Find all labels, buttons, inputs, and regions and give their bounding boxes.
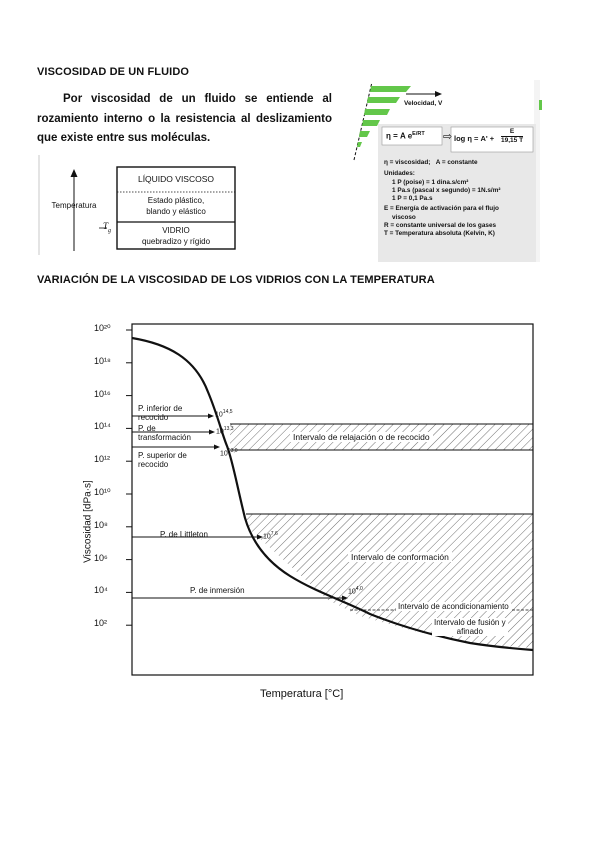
point-label-immersion: P. de inmersión: [190, 586, 245, 595]
y-tick-label: 10⁴: [94, 585, 108, 596]
unit-pascal: 1 Pa.s (pascal x segundo) = 1N.s/m²: [392, 186, 501, 194]
y-tick-label: 10²: [94, 618, 108, 629]
viscosity-formula-figure: [344, 80, 544, 262]
value-immersion: 10$^{4,0}$: [348, 586, 363, 596]
point-label-littleton: P. de Littleton: [160, 530, 208, 539]
units-legend: [384, 159, 534, 239]
velocity-label: Velocidad, V: [404, 100, 443, 107]
formula-log: log η = A' +: [454, 134, 495, 143]
value-littleton: 10$^{7,6}$: [263, 531, 278, 541]
implies-arrow: ⇨: [443, 131, 453, 143]
x-axis-label: Temperatura [°C]: [260, 688, 344, 700]
value-lower-annealing: 10$^{14,5}$: [215, 409, 233, 419]
formula-exponential: η = A $e^{E/RT}$: [386, 131, 425, 141]
point-label-lower-annealing: P. inferior de recocido: [138, 404, 183, 422]
interval-forming: Intervalo de conformación: [348, 552, 452, 562]
value-upper-annealing: 10$^{13,0}$: [220, 448, 238, 458]
units-title: Unidades:: [384, 170, 415, 178]
tg-label: $T_g$: [103, 221, 112, 234]
value-transformation: 10$^{13,3}$: [216, 426, 234, 436]
glass-state-line1: VIDRIO: [162, 226, 190, 235]
definition-paragraph: Por viscosidad de un fluido se entiende al rozamiento interno o la resistencia al deslizamiento que existe entre sus moléculas.: [37, 93, 332, 144]
y-tick-label: 10¹⁸: [94, 355, 111, 366]
energy-def-cont: viscoso: [392, 213, 416, 221]
liquid-state-label: LÍQUIDO VISCOSO: [137, 174, 215, 184]
temperature-def: T = Temperatura absoluta (Kelvin, K): [384, 230, 495, 238]
y-tick-label: 10¹⁰: [94, 487, 111, 497]
y-tick-label: 10⁶: [94, 552, 108, 563]
legend-a: A = constante: [435, 159, 478, 166]
interval-melting: Intervalo de fusión y afinado: [434, 618, 506, 636]
y-tick-label: 10²⁰: [94, 323, 111, 333]
section-heading-glass-viscosity: VARIACIÓN DE LA VISCOSIDAD DE LOS VIDRIOS CON LA TEMPERATURA: [37, 274, 435, 286]
viscosity-chart: [80, 296, 560, 716]
energy-def: E = Energía de activación para el flujo: [384, 205, 499, 213]
plastic-state-line1: Estado plástico,: [147, 196, 205, 205]
formula-fraction: E 19,15 T: [501, 128, 524, 144]
section-heading-viscosity: VISCOSIDAD DE UN FLUIDO: [37, 66, 190, 78]
y-tick-label: 10¹²: [94, 454, 111, 465]
unit-poise: 1 P (poise) = 1 dina.s/cm²: [392, 178, 469, 186]
y-tick-label: 10¹⁶: [94, 388, 111, 399]
point-label-upper-annealing: P. superior de recocido: [138, 451, 187, 469]
plastic-state-line2: blando y elástico: [146, 207, 206, 216]
unit-conversion: 1 P = 0,1 Pa.s: [392, 195, 433, 203]
y-tick-label: 10¹⁴: [94, 421, 111, 432]
gas-constant-def: R = constante universal de los gases: [384, 222, 497, 230]
legend-eta: η = viscosidad;: [384, 159, 431, 166]
glass-state-line2: quebradizo y rígido: [141, 237, 211, 246]
point-label-transformation: P. de transformación: [138, 424, 191, 442]
temperature-axis-label: Temperatura: [51, 201, 97, 210]
y-tick-label: 10⁸: [94, 519, 108, 530]
y-axis-label: Viscosidad [dPa·s]: [82, 480, 94, 563]
phase-diagram: [37, 155, 247, 255]
interval-conditioning: Intervalo de acondicionamiento: [398, 602, 509, 611]
interval-relaxation: Intervalo de relajación o de recocido: [290, 432, 433, 442]
